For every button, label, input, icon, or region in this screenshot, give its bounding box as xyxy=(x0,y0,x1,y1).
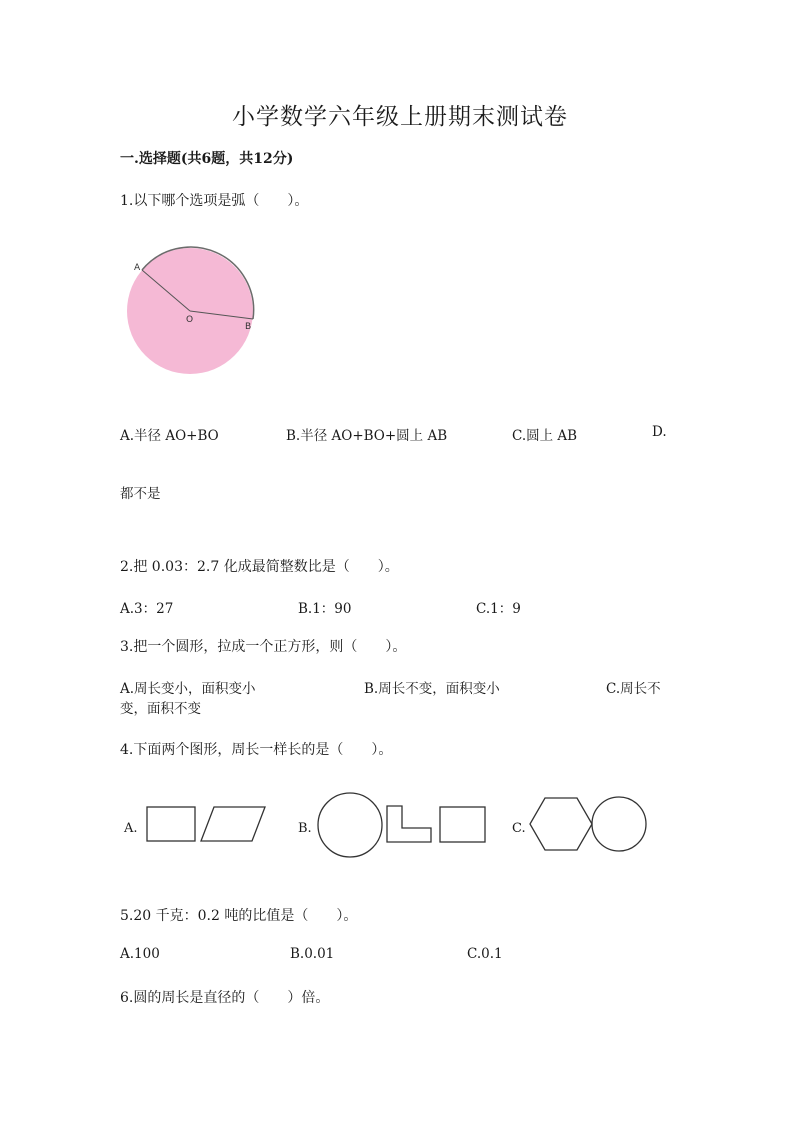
q3-option-b[interactable]: B.周长不变，面积变小 xyxy=(364,681,500,697)
q4-l-shape xyxy=(387,806,431,842)
page-title: 小学数学六年级上册期末测试卷 xyxy=(232,104,568,130)
q1-label-a: A xyxy=(134,263,141,273)
q5-option-c[interactable]: C.0.1 xyxy=(467,946,503,962)
q3-option-c[interactable]: C.周长不 xyxy=(606,681,661,697)
q4-rectangle xyxy=(147,807,195,841)
question-5-text: 5.20 千克：0.2 吨的比值是（ ）。 xyxy=(120,908,358,924)
q4-circle-b xyxy=(318,793,382,857)
q1-circle-figure xyxy=(120,248,270,378)
q4-circle-c xyxy=(592,797,646,851)
q4-label-b: B. xyxy=(298,821,312,836)
q4-label-a: A. xyxy=(124,821,138,836)
question-4-text: 4.下面两个图形，周长一样长的是（ ）。 xyxy=(120,742,393,758)
q1-option-d[interactable]: D. xyxy=(652,424,667,440)
question-1-text: 1.以下哪个选项是弧（ ）。 xyxy=(120,193,309,209)
q2-option-a[interactable]: A.3：27 xyxy=(120,601,174,617)
q5-option-b[interactable]: B.0.01 xyxy=(290,946,335,962)
q1-option-d-wrap: 都不是 xyxy=(120,486,161,502)
q3-option-c-wrap: 变，面积不变 xyxy=(120,701,201,717)
q3-option-a[interactable]: A.周长变小，面积变小 xyxy=(120,681,256,697)
q4-rectangle-b xyxy=(440,807,485,842)
q4-hexagon xyxy=(530,798,592,850)
q1-label-b: B xyxy=(245,322,252,332)
q1-option-b[interactable]: B.半径 AO+BO+圆上 AB xyxy=(286,428,448,444)
q1-option-c[interactable]: C.圆上 AB xyxy=(512,428,578,444)
q2-option-b[interactable]: B.1：90 xyxy=(298,601,352,617)
q4-parallelogram xyxy=(201,807,265,841)
q5-option-a[interactable]: A.100 xyxy=(120,946,160,962)
question-2-text: 2.把 0.03：2.7 化成最简整数比是（ ）。 xyxy=(120,559,399,575)
question-3-text: 3.把一个圆形，拉成一个正方形，则（ ）。 xyxy=(120,639,407,655)
question-6-text: 6.圆的周长是直径的（ ）倍。 xyxy=(120,990,330,1006)
section-heading: 一.选择题(共6题，共12分) xyxy=(120,151,294,167)
q1-option-a[interactable]: A.半径 AO+BO xyxy=(120,428,219,444)
q4-label-c: C. xyxy=(512,821,526,836)
q1-label-o: O xyxy=(186,315,194,325)
q4-shapes-figure xyxy=(120,790,680,870)
q2-option-c[interactable]: C.1：9 xyxy=(476,601,521,617)
